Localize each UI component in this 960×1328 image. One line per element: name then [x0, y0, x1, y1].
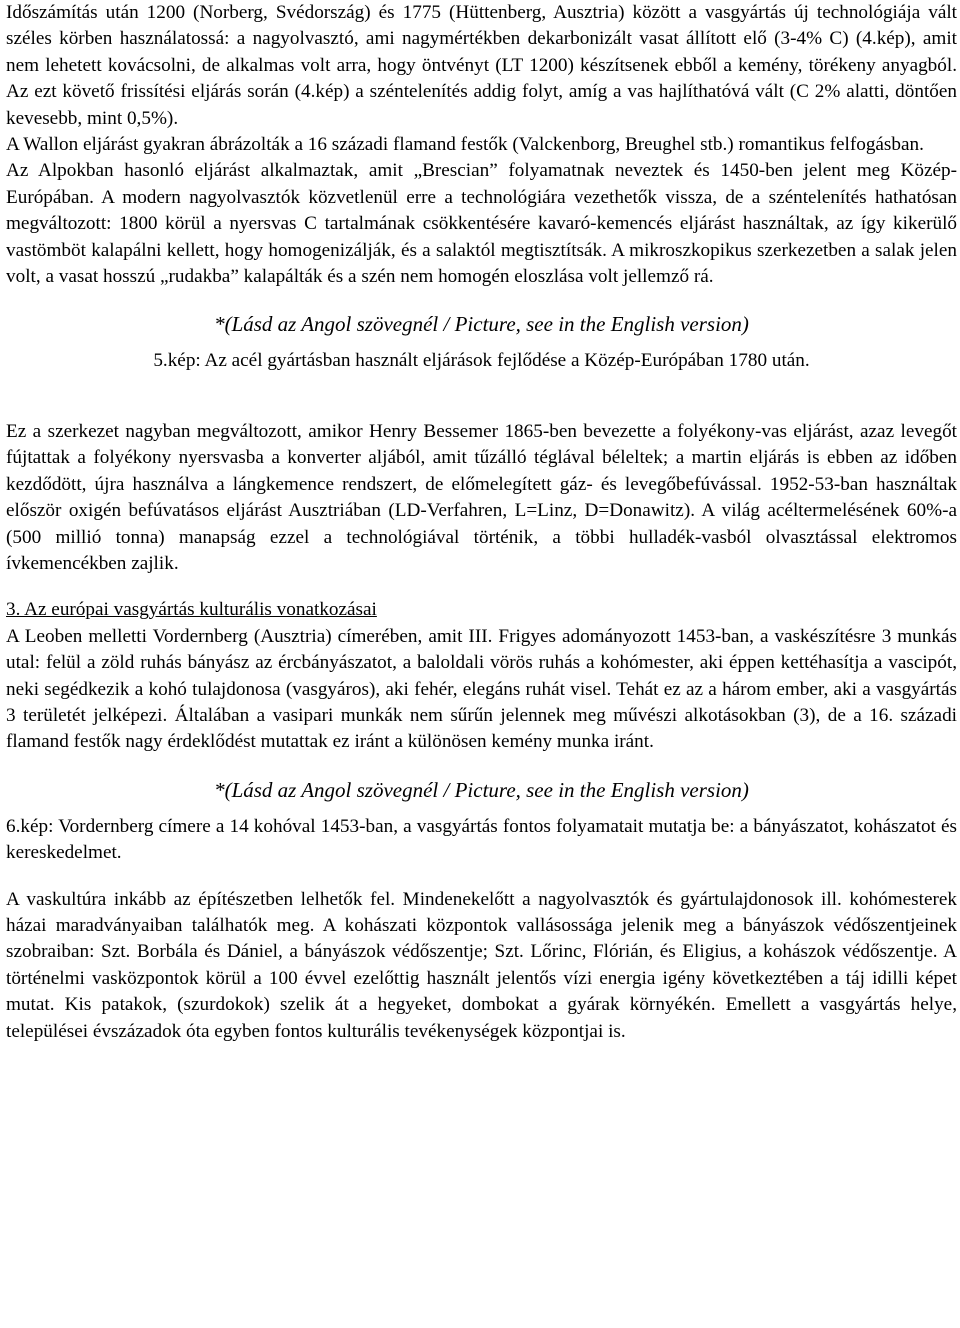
figure-caption: 5.kép: Az acél gyártásban használt eljárások fejlődése a Közép-Európában 1780 után.: [153, 350, 810, 372]
section-heading: 3. Az európai vasgyártás kulturális vonatkozásai: [6, 599, 377, 621]
spacer: [6, 577, 957, 597]
spacer: [6, 804, 957, 814]
paragraph-vordernberg: A Leoben melletti Vordernberg (Ausztria) címerében, amit III. Frigyes adományozott 1453-ban, a vaskészítésre 3 munkás utal: felül a zöld ruhás bányász az ércbányászatot, a baloldali vörös ruhás a kohómester, aki éppen kettéhasítja a vascipót, neki segédkezik a kohó tulajdonosa (vasgyáros), aki fehér, elegáns ruhát visel. Tehát ez az a három ember, aki a vasgyártás 3 területét jelképezi. Általában a vasipari munkák nem sűrűn jelennek meg művészi alkotásokban (3), de a 16. századi flamand festők nagy érdeklődést mutattak ez iránt a különösen kemény munka iránt.: [6, 625, 957, 753]
paragraph-iron-culture: A vaskultúra inkább az építészetben lelhetők fel. Mindenekelőtt a nagyolvasztók és gyártulajdonosok ill. kohómesterek házai maradványaiban találhatók meg. A kohászati központok vallásossága jelenik meg a bányászok védőszentjeinek szobraiban: Szt. Borbála és Dániel, a bányászok védőszentje; Szt. Lőrinc, Flórián, és Eligius, a kohászok védőszentje. A történelmi vasközpontok körül a 100 évvel ezelőttig használt jelentős vízi energia igény következtében a táj idilli képet mutat. Kis patakok, (szurdokok) szelik át a hegyeket, dombokat a gyárak környékén. Emellett a vasgyártás helye, települései évszázadok óta egyben fontos kulturális tevékenységek központjai is.: [6, 888, 957, 1042]
figure-caption: 6.kép: Vordernberg címere a 14 kohóval 1453-ban, a vasgyártás fontos folyamatait mutatja be: a bányászatot, kohászatot és kereskedelmet.: [6, 815, 957, 864]
document-page: [6, 0, 957, 1045]
spacer: [6, 867, 957, 887]
paragraph-wallon: A Wallon eljárást gyakran ábrázolták a 16 századi flamand festők (Valckenborg, Breughel stb.) romantikus felfogásban.: [6, 134, 924, 156]
spacer: [6, 290, 957, 310]
paragraph-brescian: Az Alpokban hasonló eljárást alkalmaztak, amit „Brescian” folyamatnak neveztek és 1450-ben jelent meg Közép-Európában. A modern nagyolvasztók közvetlenül erre a technológiára vezethetők vissza, de a széntelenítés hathatósan megváltozott: 1800 körül a nyersvas C tartalmának csökkentésére kavaró-kemencés eljárást használtak, az így kikerülő vastömböt kalapálni kellett, hogy homogenizálják, és a salaktól megtisztítsák. A mikroszkopikus szerkezetben a salak jelen volt, a vasat hosszú „rudakba” kalapálták és a szén nem homogén eloszlása volt jellemző rá.: [6, 160, 957, 288]
paragraph-blast-furnace: Időszámítás után 1200 (Norberg, Svédország) és 1775 (Hüttenberg, Ausztria) között a vasgyártás új technológiája vált széles körben használatossá: a nagyolvasztó, ami nagymértékben dekarbonizált vasat állított elő (3-4% C) (4.kép), amit nem lehetett kovácsolni, de alkalmas volt arra, hogy öntvényt (LT 1200) készítsenek ebből a kemény, törékeny anyagból. Az ezt követő frissítési eljárás során (4.kép) a széntelenítés addig folyt, amíg a vas hajlíthatóvá vált (C 2% alatti, döntően kevesebb, mint 0,5%).: [6, 2, 957, 129]
picture-placeholder: *(Lásd az Angol szövegnél / Picture, see in the English version): [214, 312, 749, 337]
spacer: [6, 338, 957, 348]
paragraph-bessemer: Ez a szerkezet nagyban megváltozott, amikor Henry Bessemer 1865-ben bevezette a folyékony-vas eljárást, azaz levegőt fújtattak a folyékony nyersvasba a konverter aljából, amit tűzálló téglával béleltek; a martin eljárás is ebben az időben kezdődött, újra használva a lángkemence rendszert, de előmelegített gáz- és levegőbefúvással. 1952-53-ban használtak először oxigén befúvatásos eljárást Ausztriában (LD-Verfahren, L=Linz, D=Donawitz). A világ acéltermelésének 60%-a (500 millió tonna) manapság ezzel a technológiával történik, a többi hulladék-vasból olvasztással elektromos ívkemencékben zajlik.: [6, 420, 957, 574]
picture-placeholder: *(Lásd az Angol szövegnél / Picture, see in the English version): [214, 777, 749, 802]
spacer: [6, 375, 957, 419]
spacer: [6, 756, 957, 776]
